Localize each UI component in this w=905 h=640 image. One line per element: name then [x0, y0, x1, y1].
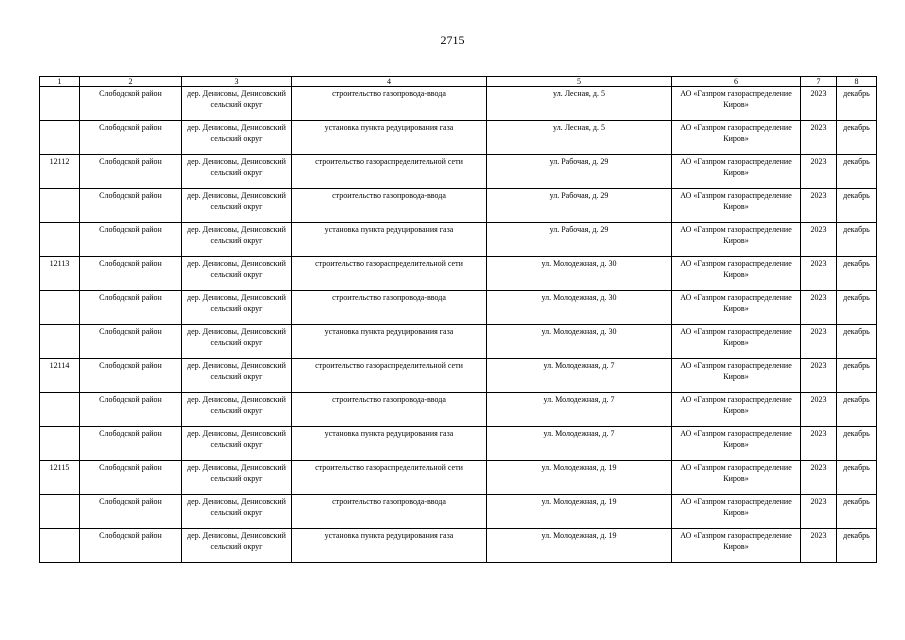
month-cell: декабрь: [837, 359, 877, 393]
district-cell: Слободской район: [80, 223, 182, 257]
organization-cell: АО «Газпром газораспределение Киров»: [672, 155, 801, 189]
organization-cell: АО «Газпром газораспределение Киров»: [672, 223, 801, 257]
district-cell: Слободской район: [80, 87, 182, 121]
month-cell: декабрь: [837, 223, 877, 257]
address-cell: ул. Молодежная, д. 7: [487, 427, 672, 461]
row-number-cell: [40, 529, 80, 563]
table-row: [40, 223, 877, 257]
year-cell: 2023: [801, 291, 837, 325]
district-cell: Слободской район: [80, 461, 182, 495]
locality-cell: дер. Денисовы, Денисовский сельский округ: [182, 529, 292, 563]
work-type-cell: строительство газораспределительной сети: [292, 257, 487, 291]
year-cell: 2023: [801, 325, 837, 359]
table-row: [40, 393, 877, 427]
column-header: 5: [487, 77, 672, 87]
locality-cell: дер. Денисовы, Денисовский сельский округ: [182, 121, 292, 155]
table-row: [40, 155, 877, 189]
table-row: [40, 257, 877, 291]
month-cell: декабрь: [837, 87, 877, 121]
district-cell: Слободской район: [80, 393, 182, 427]
year-cell: 2023: [801, 529, 837, 563]
address-cell: ул. Рабочая, д. 29: [487, 223, 672, 257]
work-type-cell: строительство газопровода-ввода: [292, 87, 487, 121]
table-row: [40, 529, 877, 563]
table-row: [40, 495, 877, 529]
district-cell: Слободской район: [80, 359, 182, 393]
work-type-cell: строительство газопровода-ввода: [292, 393, 487, 427]
address-cell: ул. Молодежная, д. 19: [487, 495, 672, 529]
month-cell: декабрь: [837, 155, 877, 189]
year-cell: 2023: [801, 121, 837, 155]
year-cell: 2023: [801, 495, 837, 529]
table-row: [40, 325, 877, 359]
locality-cell: дер. Денисовы, Денисовский сельский округ: [182, 359, 292, 393]
table-row: [40, 461, 877, 495]
district-cell: Слободской район: [80, 291, 182, 325]
row-number-cell: [40, 87, 80, 121]
organization-cell: АО «Газпром газораспределение Киров»: [672, 393, 801, 427]
district-cell: Слободской район: [80, 325, 182, 359]
month-cell: декабрь: [837, 325, 877, 359]
locality-cell: дер. Денисовы, Денисовский сельский округ: [182, 325, 292, 359]
row-number-cell: [40, 223, 80, 257]
table-row: [40, 121, 877, 155]
district-cell: Слободской район: [80, 257, 182, 291]
row-number-cell: [40, 393, 80, 427]
year-cell: 2023: [801, 87, 837, 121]
district-cell: Слободской район: [80, 155, 182, 189]
row-number-cell: 12112: [40, 155, 80, 189]
year-cell: 2023: [801, 393, 837, 427]
address-cell: ул. Рабочая, д. 29: [487, 189, 672, 223]
locality-cell: дер. Денисовы, Денисовский сельский округ: [182, 223, 292, 257]
district-cell: Слободской район: [80, 121, 182, 155]
organization-cell: АО «Газпром газораспределение Киров»: [672, 461, 801, 495]
locality-cell: дер. Денисовы, Денисовский сельский округ: [182, 189, 292, 223]
row-number-cell: [40, 495, 80, 529]
table-row: [40, 359, 877, 393]
work-type-cell: строительство газопровода-ввода: [292, 189, 487, 223]
row-number-cell: 12114: [40, 359, 80, 393]
district-cell: Слободской район: [80, 529, 182, 563]
organization-cell: АО «Газпром газораспределение Киров»: [672, 291, 801, 325]
row-number-cell: 12115: [40, 461, 80, 495]
address-cell: ул. Лесная, д. 5: [487, 87, 672, 121]
work-type-cell: установка пункта редуцирования газа: [292, 121, 487, 155]
table-header-row: [40, 77, 877, 87]
column-header: 7: [801, 77, 837, 87]
locality-cell: дер. Денисовы, Денисовский сельский округ: [182, 461, 292, 495]
work-type-cell: установка пункта редуцирования газа: [292, 223, 487, 257]
organization-cell: АО «Газпром газораспределение Киров»: [672, 325, 801, 359]
address-cell: ул. Молодежная, д. 19: [487, 461, 672, 495]
organization-cell: АО «Газпром газораспределение Киров»: [672, 495, 801, 529]
year-cell: 2023: [801, 189, 837, 223]
address-cell: ул. Молодежная, д. 7: [487, 393, 672, 427]
column-header: 1: [40, 77, 80, 87]
column-header: 8: [837, 77, 877, 87]
address-cell: ул. Молодежная, д. 30: [487, 291, 672, 325]
address-cell: ул. Молодежная, д. 30: [487, 257, 672, 291]
organization-cell: АО «Газпром газораспределение Киров»: [672, 529, 801, 563]
month-cell: декабрь: [837, 121, 877, 155]
locality-cell: дер. Денисовы, Денисовский сельский округ: [182, 495, 292, 529]
row-number-cell: [40, 189, 80, 223]
column-header: 4: [292, 77, 487, 87]
column-header: 2: [80, 77, 182, 87]
work-type-cell: установка пункта редуцирования газа: [292, 427, 487, 461]
organization-cell: АО «Газпром газораспределение Киров»: [672, 121, 801, 155]
address-cell: ул. Молодежная, д. 30: [487, 325, 672, 359]
month-cell: декабрь: [837, 393, 877, 427]
locality-cell: дер. Денисовы, Денисовский сельский округ: [182, 291, 292, 325]
month-cell: декабрь: [837, 427, 877, 461]
table-row: [40, 427, 877, 461]
organization-cell: АО «Газпром газораспределение Киров»: [672, 359, 801, 393]
work-type-cell: установка пункта редуцирования газа: [292, 529, 487, 563]
row-number-cell: 12113: [40, 257, 80, 291]
year-cell: 2023: [801, 461, 837, 495]
year-cell: 2023: [801, 223, 837, 257]
month-cell: декабрь: [837, 529, 877, 563]
address-cell: ул. Молодежная, д. 7: [487, 359, 672, 393]
district-cell: Слободской район: [80, 189, 182, 223]
organization-cell: АО «Газпром газораспределение Киров»: [672, 427, 801, 461]
organization-cell: АО «Газпром газораспределение Киров»: [672, 87, 801, 121]
district-cell: Слободской район: [80, 495, 182, 529]
address-cell: ул. Рабочая, д. 29: [487, 155, 672, 189]
year-cell: 2023: [801, 257, 837, 291]
row-number-cell: [40, 325, 80, 359]
year-cell: 2023: [801, 155, 837, 189]
locality-cell: дер. Денисовы, Денисовский сельский округ: [182, 87, 292, 121]
page-number: 2715: [440, 33, 465, 47]
work-type-cell: строительство газораспределительной сети: [292, 359, 487, 393]
year-cell: 2023: [801, 359, 837, 393]
column-header: 6: [672, 77, 801, 87]
table-row: [40, 87, 877, 121]
month-cell: декабрь: [837, 189, 877, 223]
row-number-cell: [40, 121, 80, 155]
work-type-cell: строительство газопровода-ввода: [292, 291, 487, 325]
organization-cell: АО «Газпром газораспределение Киров»: [672, 257, 801, 291]
month-cell: декабрь: [837, 291, 877, 325]
document-table: [39, 76, 877, 563]
row-number-cell: [40, 291, 80, 325]
work-type-cell: строительство газораспределительной сети: [292, 461, 487, 495]
locality-cell: дер. Денисовы, Денисовский сельский округ: [182, 427, 292, 461]
work-type-cell: строительство газораспределительной сети: [292, 155, 487, 189]
month-cell: декабрь: [837, 495, 877, 529]
row-number-cell: [40, 427, 80, 461]
locality-cell: дер. Денисовы, Денисовский сельский округ: [182, 393, 292, 427]
address-cell: ул. Лесная, д. 5: [487, 121, 672, 155]
organization-cell: АО «Газпром газораспределение Киров»: [672, 189, 801, 223]
locality-cell: дер. Денисовы, Денисовский сельский округ: [182, 155, 292, 189]
year-cell: 2023: [801, 427, 837, 461]
locality-cell: дер. Денисовы, Денисовский сельский округ: [182, 257, 292, 291]
table-row: [40, 189, 877, 223]
work-type-cell: установка пункта редуцирования газа: [292, 325, 487, 359]
table-row: [40, 291, 877, 325]
district-cell: Слободской район: [80, 427, 182, 461]
address-cell: ул. Молодежная, д. 19: [487, 529, 672, 563]
work-type-cell: строительство газопровода-ввода: [292, 495, 487, 529]
month-cell: декабрь: [837, 461, 877, 495]
month-cell: декабрь: [837, 257, 877, 291]
column-header: 3: [182, 77, 292, 87]
